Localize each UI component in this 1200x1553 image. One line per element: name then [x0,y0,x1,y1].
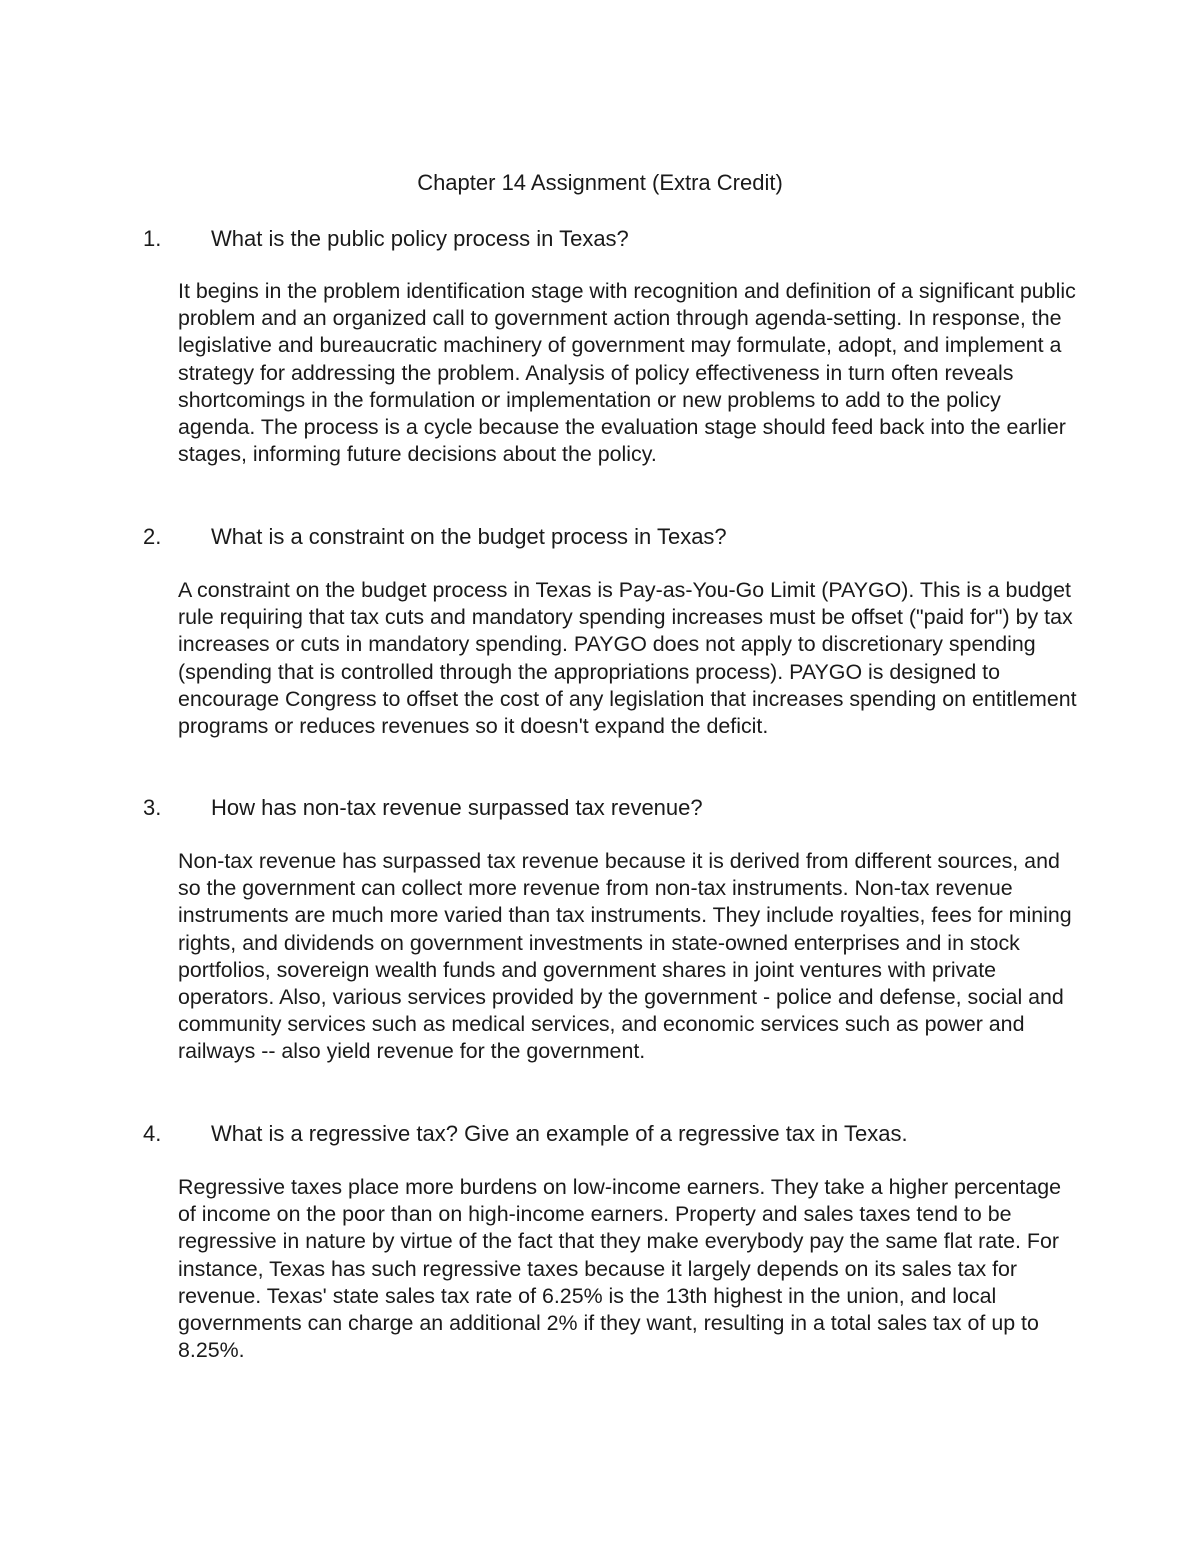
question-text: How has non-tax revenue surpassed tax revenue? [211,795,703,820]
question-text: What is the public policy process in Texas? [211,226,629,251]
question-block-4 [0,1120,1200,1148]
answer-4: Regressive taxes place more burdens on low-income earners. They take a higher percentage of income on the poor than on high-income earners. Property and sales taxes tend to be regressive in nature by virtue of the fact that they make everybody pay the same flat rate. For instance, Texas has such regressive taxes because it largely depends on its sales tax for revenue. Texas' state sales tax rate of 6.25% is the 13th highest in the union, and local governments can charge an additional 2% if they want, resulting in a total sales tax of up to 8.25%. [178,1175,1062,1363]
question-3 [0,794,1200,822]
answer-3: Non-tax revenue has surpassed tax revenue because it is derived from different sources, and so the government can collect more revenue from non-tax instruments. Non-tax revenue instruments are much more varied than tax instruments. They include royalties, fees for mining rights, and dividends on government investments in state-owned enterprises and in stock portfolios, sovereign wealth funds and government shares in joint ventures with private operators. Also, various services provided by the government - police and defense, social and community services such as medical services, and economic services such as power and railways -- also yield revenue for the government. [178,849,1072,1064]
question-block-3 [0,794,1200,822]
answer-2: A constraint on the budget process in Texas is Pay-as-You-Go Limit (PAYGO). This is a budget rule requiring that tax cuts and mandatory spending increases must be offset ("paid for") by tax increases or cuts in mandatory spending. PAYGO does not apply to discretionary spending (spending that is controlled through the appropriations process). PAYGO is designed to encourage Congress to offset the cost of any legislation that increases spending on entitlement programs or reduces revenues so it doesn't expand the deficit. [178,578,1077,739]
question-number: 2. [143,524,162,549]
question-2 [0,523,1200,551]
answer-1: It begins in the problem identification stage with recognition and definition of a significant public problem and an organized call to government action through agenda-setting. In response, the legislative and bureaucratic machinery of government may formulate, adopt, and implement a strategy for addressing the problem. Analysis of policy effectiveness in turn often reveals shortcomings in the formulation or implementation or new problems to add to the policy agenda. The process is a cycle because the evaluation stage should feed back into the earlier stages, informing future decisions about the policy. [178,279,1076,467]
question-4 [0,1120,1200,1148]
question-text: What is a constraint on the budget process in Texas? [211,524,727,549]
question-number: 4. [143,1121,162,1146]
question-number: 1. [143,226,162,251]
document-title: Chapter 14 Assignment (Extra Credit) [417,170,783,195]
question-text: What is a regressive tax? Give an example of a regressive tax in Texas. [211,1121,908,1146]
question-block-2 [0,523,1200,551]
question-block-1 [0,225,1200,253]
question-1 [0,225,1200,253]
question-number: 3. [143,795,162,820]
